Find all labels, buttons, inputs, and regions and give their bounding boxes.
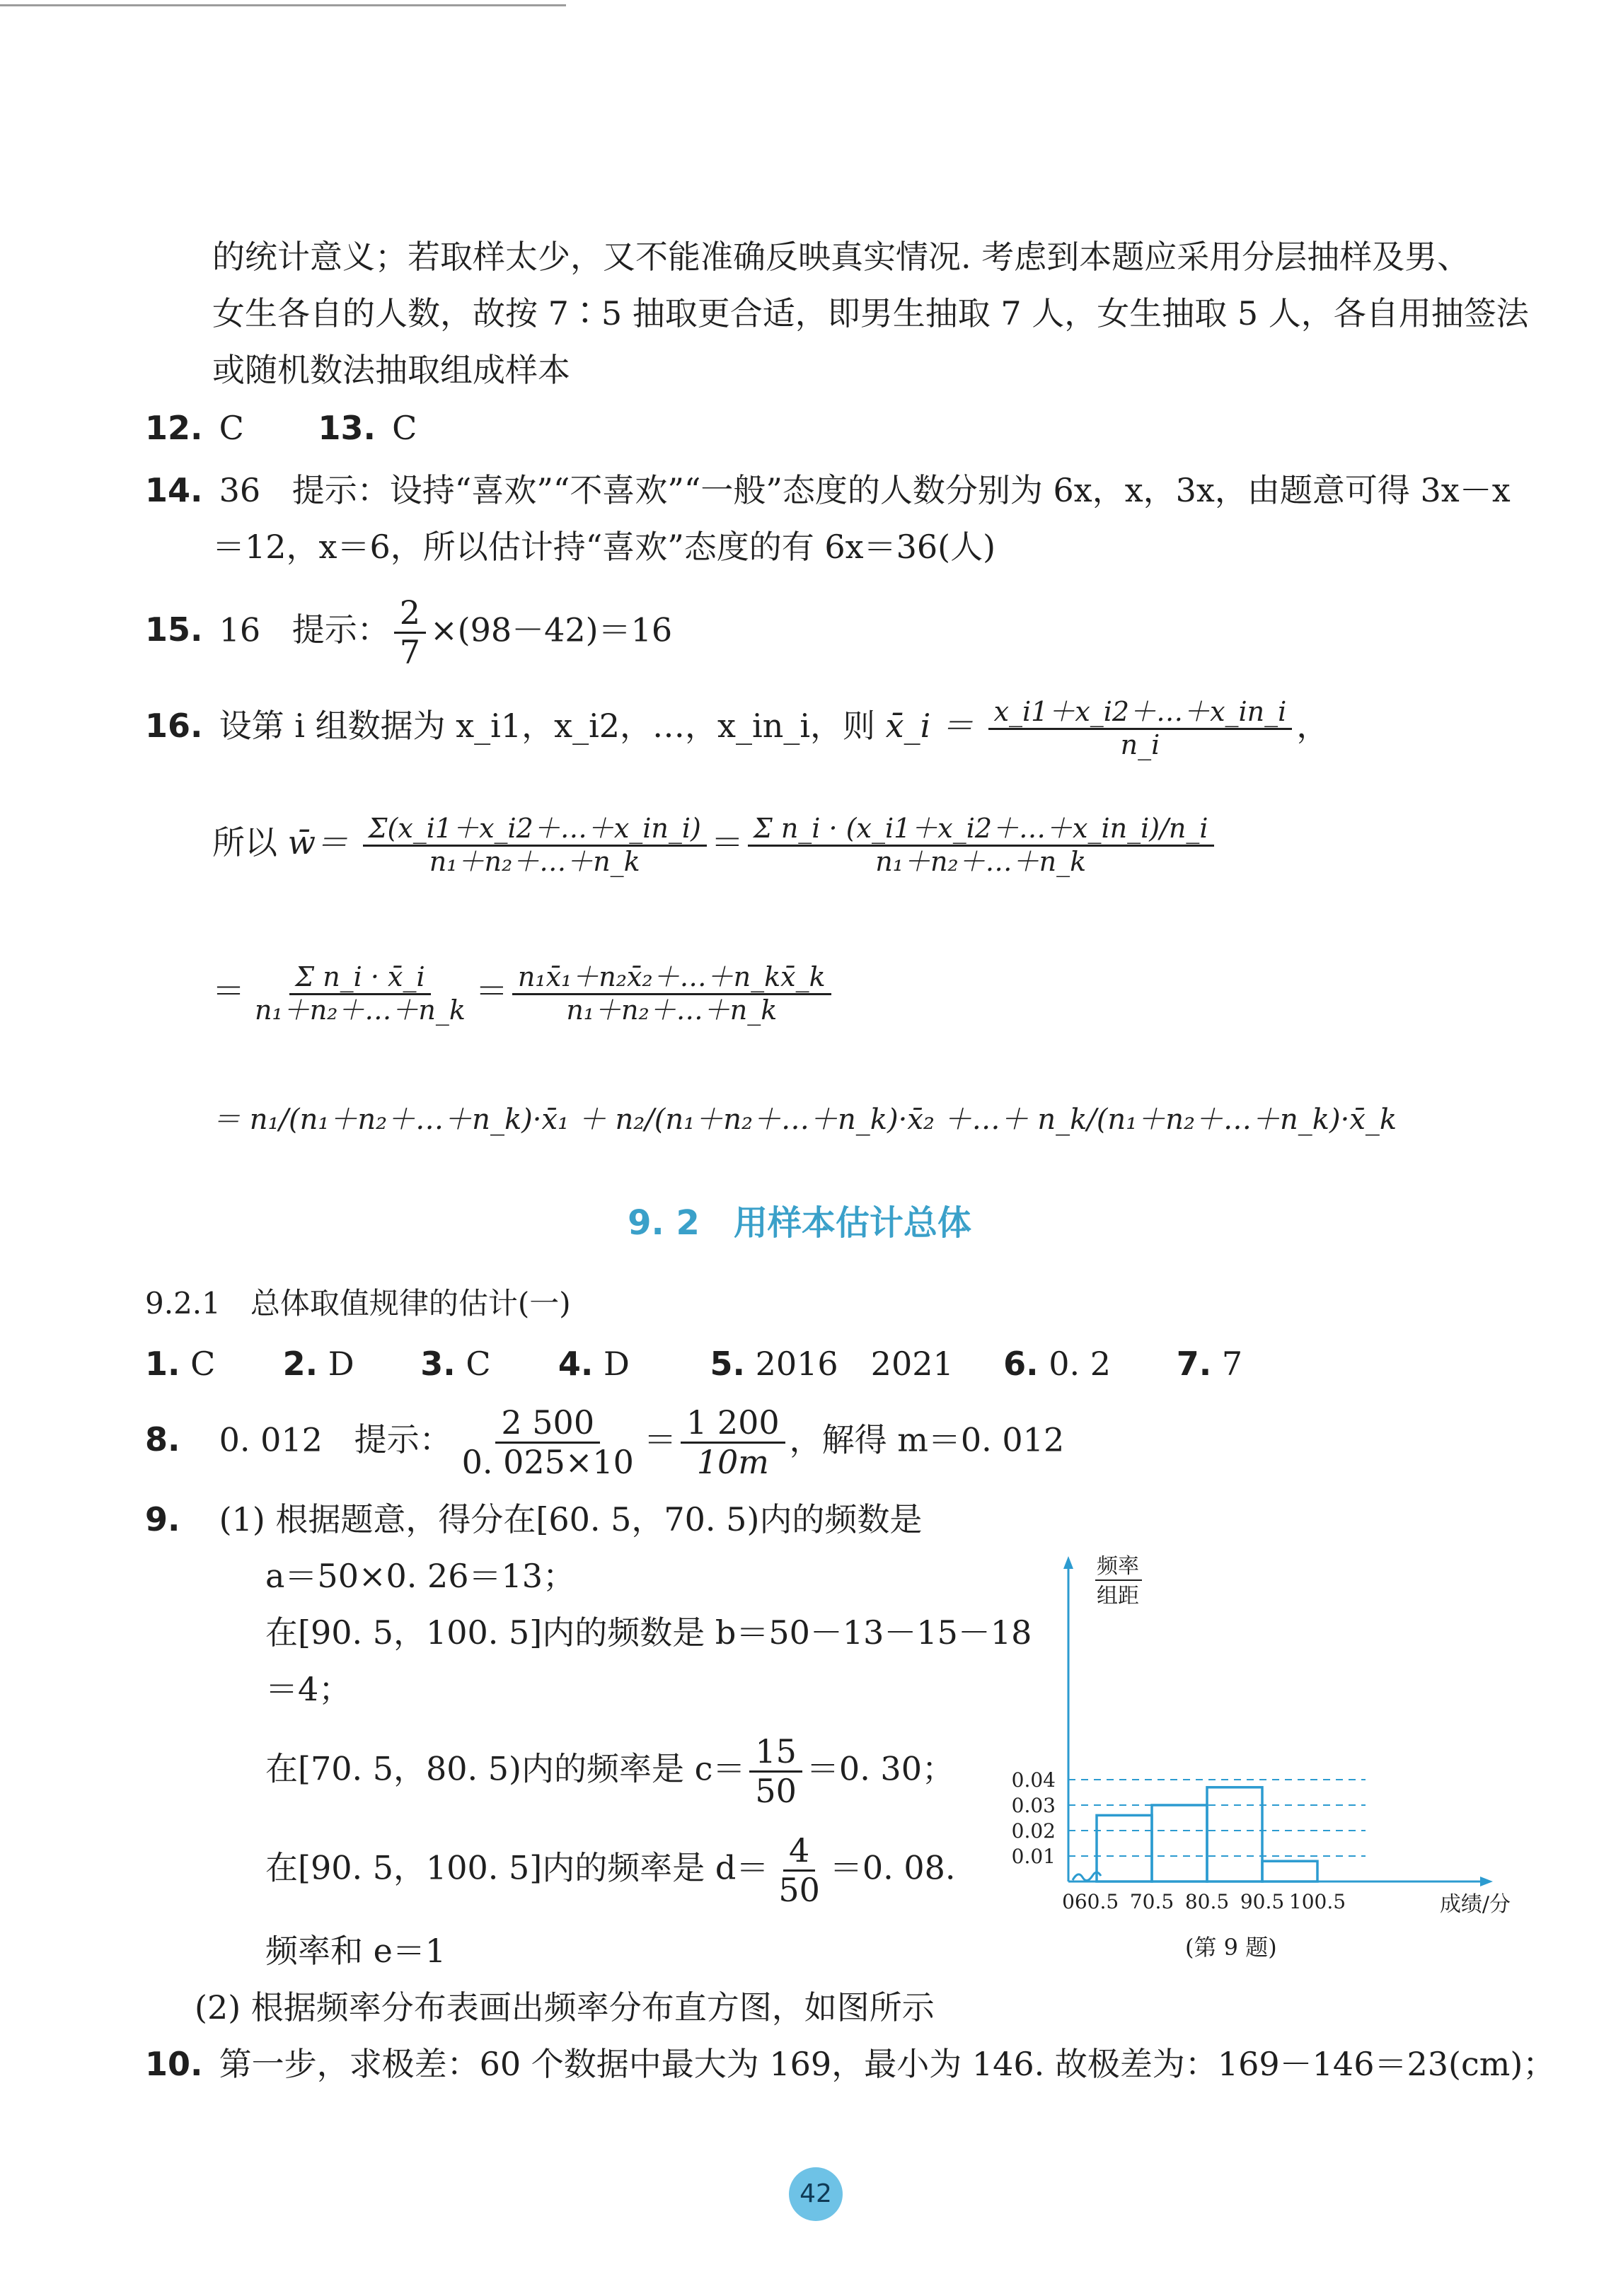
q15-frac-num: 2 bbox=[394, 594, 426, 634]
answer-2 bbox=[283, 1340, 410, 1387]
q8-row: 8. 0. 012 提示： $\frac{2 500}{0. 025\times 10}$ ＝ $\frac{1 200}{10m}$ ，解得 m＝0. 012 bbox=[145, 1403, 1065, 1481]
q14-number: 14. bbox=[145, 471, 203, 509]
q9-p5-fraction bbox=[749, 1733, 802, 1810]
answer-6 bbox=[1003, 1340, 1166, 1387]
answer-5 bbox=[710, 1340, 993, 1387]
q16-xbar: x̄_i ＝ bbox=[885, 707, 974, 746]
q14-hint: 提示：设持“喜欢”“不喜欢”“一般”态度的人数分别为 6x，x，3x，由题意可得 3x－x bbox=[291, 471, 1511, 509]
section-title: 9. 2 用样本估计总体 bbox=[628, 1203, 971, 1243]
answer-3-val: C bbox=[466, 1345, 491, 1383]
answer-7 bbox=[1177, 1340, 1242, 1387]
q16-fraction-4 bbox=[249, 962, 471, 1026]
continuation-line-1: 的统计意义；若取样太少，又不能准确反映真实情况. 考虑到本题应采用分层抽样及男、 bbox=[212, 238, 1470, 276]
continuation-line-3: 或随机数法抽取组成样本 bbox=[212, 351, 570, 389]
q16-fraction-1 bbox=[988, 697, 1293, 760]
q16-intro: 设第 i 组数据为 x_i1，x_i2，…，x_in_i，则 bbox=[219, 707, 876, 746]
q9-p5 bbox=[265, 1733, 954, 1810]
q15-row bbox=[145, 594, 672, 671]
q16-fraction-2 bbox=[363, 813, 707, 877]
x-tick-label: 70.5 bbox=[1129, 1890, 1174, 1913]
q16-f2-den: n₁＋n₂＋…＋n_k bbox=[429, 845, 640, 877]
y-axis-label-top: 频率 bbox=[1097, 1554, 1139, 1579]
q9-p5-den: 50 bbox=[755, 1771, 797, 1810]
origin-label: 0 bbox=[1062, 1890, 1075, 1913]
q15-hint-label: 提示： bbox=[291, 610, 390, 649]
q14-answer: 36 bbox=[219, 471, 261, 509]
q12-number: 12. bbox=[145, 409, 203, 447]
y-axis-label-bottom: 组距 bbox=[1097, 1584, 1139, 1608]
subsection-title: 9.2.1 总体取值规律的估计(一) bbox=[145, 1286, 571, 1321]
q9-p2: a＝50×0. 26＝13； bbox=[265, 1557, 576, 1595]
q16-f1-den: n_i bbox=[1120, 729, 1160, 760]
q16-f4-num: Σ n_i · x̄_i bbox=[289, 962, 430, 995]
q15-number: 15. bbox=[145, 610, 203, 649]
q16-number: 16. bbox=[145, 707, 203, 746]
q12-answer: C bbox=[219, 409, 244, 447]
answer-5-val: 2016 2021 bbox=[755, 1345, 954, 1383]
q9-p6a: 在[90. 5，100. 5]内的频率是 d＝ bbox=[265, 1848, 769, 1887]
q8-f2-den: 10m bbox=[696, 1442, 769, 1481]
x-axis-arrow bbox=[1480, 1877, 1493, 1886]
q9-line-1 bbox=[145, 1496, 922, 1543]
q9-p4: ＝4； bbox=[265, 1670, 352, 1708]
answer-6-num: 6. bbox=[1003, 1345, 1039, 1383]
histogram-bar bbox=[1207, 1787, 1262, 1882]
q16-final-line: ＝ n₁/(n₁＋n₂＋…＋n_k)·x̄₁ ＋ n₂/(n₁＋n₂＋…＋n_k)·x̄₂ ＋…＋ n_k/(n₁＋n₂＋…＋n_k)·x̄_k bbox=[212, 1103, 1397, 1136]
q8-f2-num: 1 200 bbox=[681, 1404, 785, 1444]
q13-number: 13. bbox=[318, 409, 376, 447]
q8-number: 8. bbox=[145, 1420, 180, 1459]
x-axis-label: 成绩/分 bbox=[1439, 1892, 1511, 1917]
top-rule bbox=[0, 4, 566, 6]
q16-fraction-5 bbox=[512, 962, 831, 1026]
frequency-histogram bbox=[991, 1549, 1511, 1973]
q10-row bbox=[145, 2041, 1555, 2087]
q9-p6-den: 50 bbox=[778, 1870, 820, 1909]
answer-4-val: D bbox=[603, 1345, 630, 1383]
q16-f2-num: Σ(x_i1＋x_i2＋…＋x_in_i) bbox=[363, 813, 707, 847]
q8-f1-num: 2 500 bbox=[495, 1404, 600, 1444]
y-tick-label: 0.02 bbox=[1011, 1819, 1056, 1843]
x-tick-label: 100.5 bbox=[1288, 1890, 1346, 1913]
q9-p3: 在[90. 5，100. 5]内的频数是 b＝50－13－15－18 bbox=[265, 1613, 1032, 1652]
y-tick-label: 0.03 bbox=[1011, 1794, 1056, 1817]
answer-4-num: 4. bbox=[558, 1345, 594, 1383]
histogram-bar bbox=[1152, 1805, 1207, 1882]
q13-answer: C bbox=[392, 409, 417, 447]
q9-p8: (2) 根据频率分布表画出频率分布直方图，如图所示 bbox=[195, 1988, 935, 2027]
q8-hint-label: 提示： bbox=[354, 1420, 452, 1459]
q8-answer: 0. 012 bbox=[219, 1420, 323, 1459]
q8-fraction-2 bbox=[681, 1404, 785, 1481]
x-tick-label: 80.5 bbox=[1184, 1890, 1230, 1913]
answers-row bbox=[145, 1340, 1242, 1387]
answer-3-num: 3. bbox=[420, 1345, 456, 1383]
q16-f5-num: n₁x̄₁＋n₂x̄₂＋…＋n_kx̄_k bbox=[512, 962, 831, 995]
answer-6-val: 0. 2 bbox=[1049, 1345, 1112, 1383]
answer-7-val: 7 bbox=[1221, 1345, 1243, 1383]
y-tick-label: 0.04 bbox=[1011, 1768, 1056, 1792]
q9-p5b: ＝0. 30； bbox=[806, 1749, 954, 1788]
continuation-line-2: 女生各自的人数，故按 7∶5 抽取更合适，即男生抽取 7 人，女生抽取 5 人，各自用抽签法 bbox=[212, 294, 1529, 332]
q16-fraction-3 bbox=[748, 813, 1214, 877]
q16-row-3: ＝ $\frac{\text{Σ n\_i · x̄\_i}}{\text{n₁＋n₂＋…＋n\_k}}$ ＝ $\frac{\text{n₁x̄₁＋n₂x̄₂＋…＋n\_kx̄\_k}}{\text{n₁＋n₂＋…＋n\_k}}$ bbox=[212, 962, 836, 1026]
q9-p6b: ＝0. 08. bbox=[829, 1848, 956, 1887]
x-tick-label: 60.5 bbox=[1074, 1890, 1119, 1913]
q16-row-2: 所以 w̄＝ $\frac{\Sigma(x\_i1+x\_i2+\dots+x\_in\_i)}{\text{n₁＋n₂＋…＋n\_k}}$ ＝ $\frac{\text{Σ n\_i · (x\_i1＋x\_i2＋…＋x\_in\_i)/n\_i}}{\text{n₁＋n₂＋…＋n\_k}}$ bbox=[212, 813, 1218, 877]
q14-line-1 bbox=[145, 467, 1511, 514]
answer-2-num: 2. bbox=[282, 1345, 318, 1383]
q16-f3-den: n₁＋n₂＋…＋n_k bbox=[875, 845, 1087, 877]
answer-7-num: 7. bbox=[1176, 1345, 1212, 1383]
q15-fraction bbox=[394, 594, 426, 671]
answer-4 bbox=[558, 1340, 700, 1387]
q14-line-2: ＝12，x＝6，所以估计持“喜欢”态度的有 6x＝36(人) bbox=[212, 528, 996, 566]
q10-number: 10. bbox=[145, 2045, 203, 2083]
figure-caption: (第 9 题) bbox=[1185, 1934, 1277, 1961]
histogram-bar bbox=[1097, 1815, 1152, 1882]
q16-so: 所以 bbox=[212, 823, 277, 862]
answer-2-val: D bbox=[328, 1345, 354, 1383]
q9-p1: (1) 根据题意，得分在[60. 5，70. 5)内的频数是 bbox=[219, 1500, 923, 1538]
q16-f4-den: n₁＋n₂＋…＋n_k bbox=[255, 994, 466, 1026]
q15-answer: 16 bbox=[219, 610, 261, 649]
q16-row-1: 16. 设第 i 组数据为 x_i1，x_i2，…，x_in_i，则 x̄_i ＝ $\frac{x\_i1+x\_i2+\dots+x\_in\_i}{n\_i}$ ， bbox=[145, 696, 1329, 760]
q16-f1-num: x_i1＋x_i2＋…＋x_in_i bbox=[988, 697, 1293, 730]
page-number: 42 bbox=[789, 2167, 843, 2221]
answer-1-num: 1. bbox=[145, 1345, 180, 1383]
q9-p7: 频率和 e＝1 bbox=[265, 1932, 446, 1970]
q15-rest: ×(98－42)＝16 bbox=[430, 610, 673, 649]
q8-fraction-1 bbox=[456, 1404, 640, 1481]
answer-1 bbox=[145, 1340, 272, 1387]
q15-frac-den: 7 bbox=[399, 632, 421, 671]
q10-text: 第一步，求极差：60 个数据中最大为 169，最小为 146. 故极差为：169－146＝23(cm)； bbox=[219, 2045, 1556, 2083]
q16-f3-num: Σ n_i · (x_i1＋x_i2＋…＋x_in_i)/n_i bbox=[748, 813, 1214, 847]
y-axis-arrow bbox=[1063, 1556, 1073, 1569]
q16-f5-den: n₁＋n₂＋…＋n_k bbox=[566, 994, 778, 1026]
answer-5-num: 5. bbox=[710, 1345, 745, 1383]
q9-p6-num: 4 bbox=[783, 1832, 815, 1872]
q9-p5a: 在[70. 5，80. 5)内的频率是 c＝ bbox=[265, 1749, 746, 1788]
y-tick-label: 0.01 bbox=[1011, 1845, 1056, 1868]
q9-p6-fraction bbox=[773, 1832, 826, 1909]
q9-p6 bbox=[265, 1832, 956, 1909]
answer-3 bbox=[420, 1340, 548, 1387]
answer-1-val: C bbox=[190, 1345, 216, 1383]
q9-number: 9. bbox=[145, 1500, 180, 1538]
q8-rest: ，解得 m＝0. 012 bbox=[789, 1420, 1065, 1459]
q9-p5-num: 15 bbox=[749, 1733, 802, 1773]
q12-13-row bbox=[145, 405, 417, 451]
x-tick-label: 90.5 bbox=[1240, 1890, 1285, 1913]
q16-wbar: w̄＝ bbox=[287, 823, 348, 862]
q8-f1-den: 0. 025×10 bbox=[461, 1442, 634, 1481]
histogram-bar bbox=[1262, 1861, 1317, 1882]
